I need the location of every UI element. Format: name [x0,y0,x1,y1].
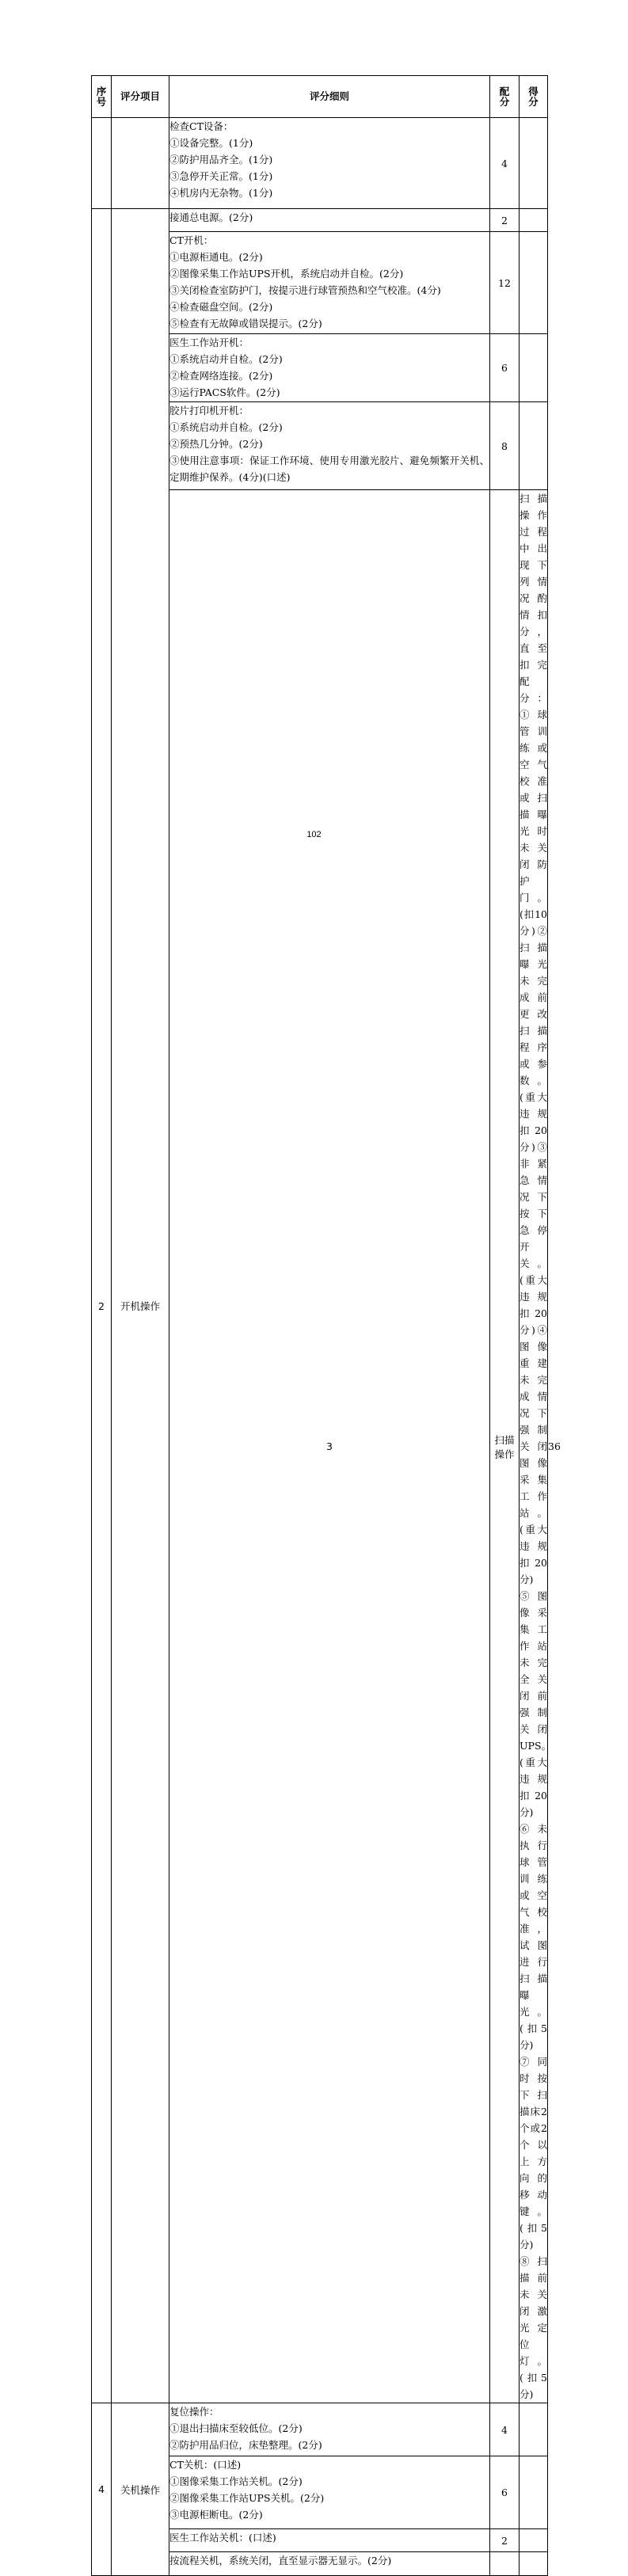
detail-line: 检查CT设备： [169,120,234,132]
detail-paragraph: 扫描操作过程中出现下列情况酌情扣分，直至扣完配分：①球管训练或空气校准或扫描曝光时未关闭防护门。(扣10分)②扫描曝光未完成前更改扫描程序或参数。(重大违规扣20分)③非紧急情况下按下急停开关。(重大违规扣20分)④图像重建未完成情况下强制关闭图像采集工作站。(重大违规扣20分) [520,493,547,1585]
detail-cell [169,232,490,334]
item-cell: 开机操作 [112,209,169,2403]
detail-line: CT关机：(口述) [169,2459,242,2471]
score-cell [520,209,548,232]
item-cell [112,118,169,209]
detail-line: ④机房内无杂物。(1分) [169,187,273,199]
detail-line: 复位操作： [169,2406,219,2418]
item-cell: 扫描操作 [490,490,520,2403]
detail-line: ⑤图像采集工作站未完全关闭前强制关闭UPS。(重大违规扣20分) [520,1590,552,1818]
table-row: 3 扫描操作 扫描操作过程中出现下列情况酌情扣分，直至扣完配分：①球管训练或空气校准或扫描曝光时未关闭防护门。(扣10分)②扫描曝光未完成前更改扫描程序或参数。(重大违规扣20分)③非紧急情况下按下急停开关。(重大违规扣20分)④图像重建未完成情况下强制关闭图像采集工作站。(重大违规扣20分) ⑤图像采集工作站未完全关闭前强制关闭UPS。(重大违规扣20分) ⑥未执行球管训练或空气校准，试图进行扫描曝光。(扣5分) ⑦同时按下扫描床2个或2个以上方向的移动键。(扣5分) ⑧扫描前未关闭激光定位灯。(扣5分) 36 [92,490,548,2403]
detail-line: ①退出扫描床至较低位。(2分) [169,2422,303,2434]
detail-line: ⑦同时按下扫描床2个或2个以上方向的移动键。(扣5分) [520,2056,547,2251]
seq-cell: 3 [169,490,490,2403]
detail-line: ②防护用品齐全。(1分) [169,154,273,166]
detail-line: ①设备完整。(1分) [169,137,253,149]
score-cell [520,2456,548,2529]
detail-line: 医生工作站开机： [169,337,249,348]
points-cell: 2 [490,2529,520,2552]
detail-line: ⑥未执行球管训练或空气校准，试图进行扫描曝光。(扣5分) [520,1823,547,2051]
detail-line: 按流程关机，系统关闭，直至显示器无显示。(2分) [169,2555,392,2566]
score-cell [520,2403,548,2456]
detail-cell [169,118,490,209]
detail-cell [169,2456,490,2529]
detail-line: ②图像采集工作站UPS开机，系统启动并自检。(2分) [169,268,404,280]
detail-line: ①系统启动并自检。(2分) [169,421,283,433]
points-cell: 4 [490,118,520,209]
detail-line: ⑧扫描前未关闭激光定位灯。(扣5分) [520,2255,547,2400]
seq-cell: 2 [92,209,112,2403]
detail-cell [520,490,552,2403]
detail-line: ②图像采集工作站UPS关机。(2分) [169,2492,325,2504]
detail-line: ②预热几分钟。(2分) [169,438,263,450]
detail-line: ③使用注意事项：保证工作环境、使用专用激光胶片、避免频繁开关机、定期维护保养。(4分)(口述) [169,455,489,483]
detail-line: ④检查磁盘空间。(2分) [169,301,273,313]
detail-cell [169,209,490,232]
detail-line: ③关闭检查室防护门，按提示进行球管预热和空气校准。(4分) [169,284,441,296]
seq-cell: 4 [92,2403,112,2576]
detail-line: ⑤检查有无故障或错误提示。(2分) [169,318,322,329]
seq-cell [92,118,112,209]
points-cell: 8 [490,402,520,490]
detail-line: CT开机： [169,234,214,246]
detail-line: ①图像采集工作站关机。(2分) [169,2475,303,2487]
page-number: 102 [306,830,322,839]
header-item: 评分项目 [112,76,169,118]
detail-cell [169,334,490,402]
points-cell: 6 [490,334,520,402]
header-points: 配分 [490,76,520,118]
detail-cell [169,402,490,490]
table-row [92,118,548,209]
scoring-table [91,75,561,2576]
detail-line: ③运行PACS软件。(2分) [169,386,280,398]
header-row [92,76,548,118]
header-score: 得分 [520,76,548,118]
item-cell: 关机操作 [112,2403,169,2576]
detail-cell [169,2529,490,2552]
detail-line: ②防护用品归位，床垫整理。(2分) [169,2439,322,2451]
points-cell: 12 [490,232,520,334]
detail-cell [169,2552,490,2576]
score-cell [520,334,548,402]
table-row [92,2403,548,2456]
table-row [92,209,548,232]
detail-line: ③电源柜断电。(2分) [169,2509,263,2521]
detail-line: 医生工作站关机：(口述) [169,2532,276,2544]
detail-cell [169,2403,490,2456]
score-cell [520,402,548,490]
detail-line: 胶片打印机开机： [169,405,249,417]
points-cell: 6 [490,2456,520,2529]
points-cell: 4 [490,2403,520,2456]
points-cell [490,2552,520,2576]
score-cell [520,118,548,209]
detail-line: ①系统启动并自检。(2分) [169,353,283,365]
detail-line: ①电源柜通电。(2分) [169,251,263,263]
points-cell: 2 [490,209,520,232]
detail-line: ②检查网络连接。(2分) [169,370,273,382]
score-cell [520,232,548,334]
header-detail: 评分细则 [169,76,490,118]
detail-line: 接通总电源。(2分) [169,211,253,223]
score-cell [520,2529,548,2552]
detail-line: ③急停开关正常。(1分) [169,170,273,182]
score-cell [520,2552,548,2576]
header-seq: 序号 [92,76,112,118]
